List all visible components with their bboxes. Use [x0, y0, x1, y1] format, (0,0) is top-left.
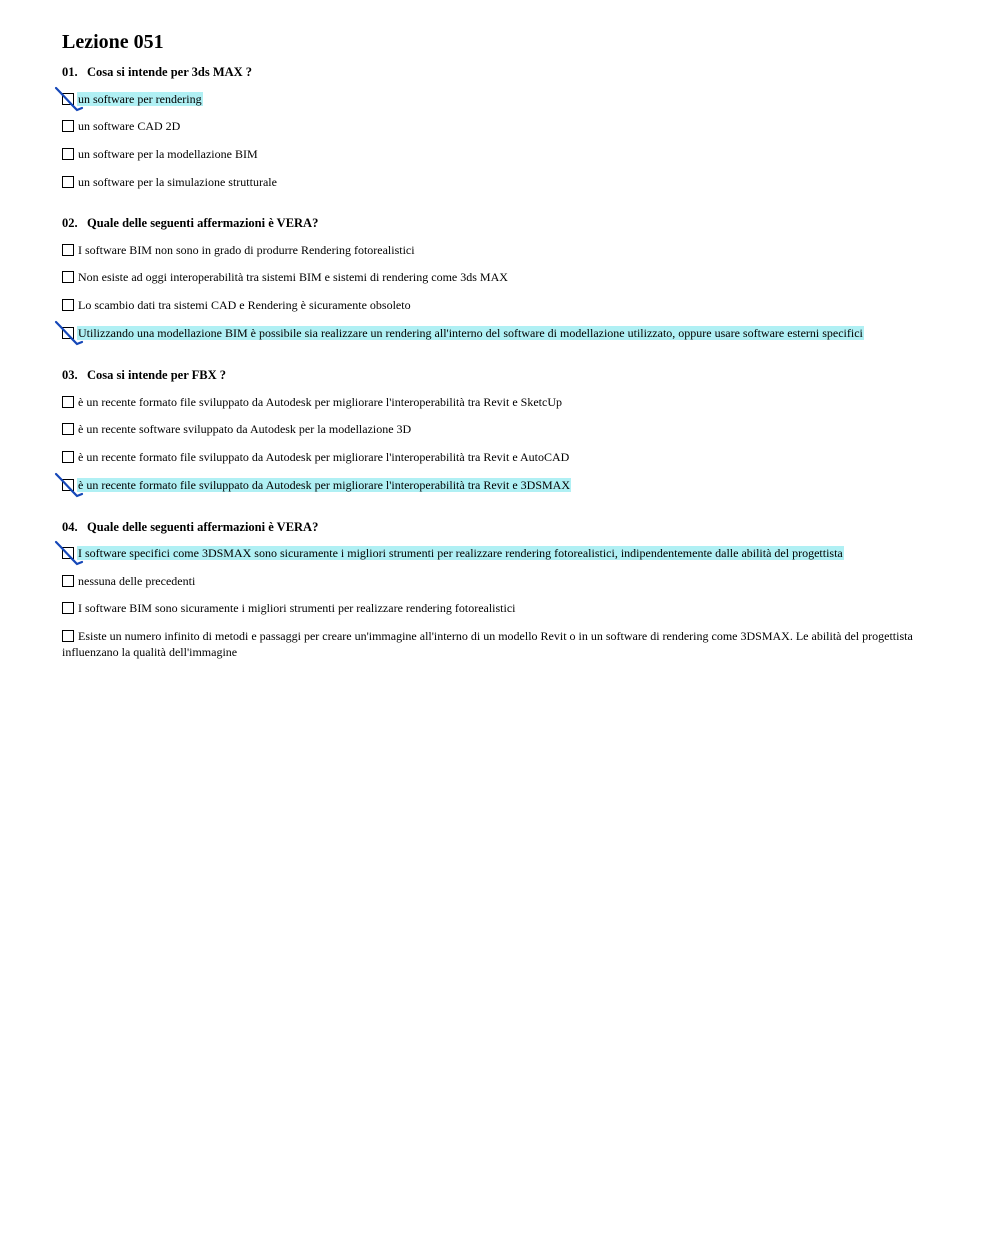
- checkbox[interactable]: [62, 244, 74, 256]
- question-1: [62, 64, 942, 190]
- question-text: Cosa si intende per FBX ?: [87, 368, 227, 382]
- checkbox[interactable]: [62, 423, 74, 435]
- question-text: Quale delle seguenti affermazioni è VERA?: [87, 520, 319, 534]
- answer-option[interactable]: [62, 91, 942, 107]
- checkbox[interactable]: [62, 602, 74, 614]
- question-heading: [62, 367, 942, 383]
- answer-option[interactable]: [62, 394, 942, 410]
- answer-text: I software BIM non sono in grado di produrre Rendering fotorealistici: [78, 243, 415, 257]
- document-page: [62, 30, 942, 660]
- answer-option[interactable]: [62, 297, 942, 313]
- checkbox[interactable]: [62, 120, 74, 132]
- checkbox[interactable]: [62, 630, 74, 642]
- answer-text: Esiste un numero infinito di metodi e passaggi per creare un'immagine all'interno di un modello Revit o in un software di rendering come 3DSMAX. Le abilità del progettista influenzano la qualità dell'immagine: [62, 629, 913, 659]
- answer-option[interactable]: [62, 545, 942, 561]
- checkbox[interactable]: [62, 148, 74, 160]
- question-heading: [62, 215, 942, 231]
- checkbox[interactable]: [62, 479, 74, 491]
- answer-text: Lo scambio dati tra sistemi CAD e Rendering è sicuramente obsoleto: [78, 298, 411, 312]
- question-number: 03.: [62, 368, 78, 382]
- checkbox[interactable]: [62, 299, 74, 311]
- answer-text: un software per rendering: [78, 92, 202, 106]
- answer-option[interactable]: [62, 628, 942, 660]
- answer-text: è un recente software sviluppato da Autodesk per la modellazione 3D: [78, 422, 412, 436]
- answer-text: I software BIM sono sicuramente i migliori strumenti per realizzare rendering fotorealistici: [78, 601, 516, 615]
- answer-option[interactable]: [62, 174, 942, 190]
- answer-option[interactable]: [62, 269, 942, 285]
- question-2: [62, 215, 942, 341]
- checkbox[interactable]: [62, 451, 74, 463]
- question-number: 02.: [62, 216, 78, 230]
- checkbox[interactable]: [62, 93, 74, 105]
- answer-text: nessuna delle precedenti: [78, 574, 196, 588]
- answer-option[interactable]: [62, 242, 942, 258]
- checkbox[interactable]: [62, 176, 74, 188]
- answer-option[interactable]: [62, 573, 942, 589]
- answer-option[interactable]: [62, 146, 942, 162]
- checkbox[interactable]: [62, 327, 74, 339]
- answer-option[interactable]: [62, 600, 942, 616]
- checkbox[interactable]: [62, 575, 74, 587]
- checkbox[interactable]: [62, 396, 74, 408]
- answer-option[interactable]: [62, 325, 942, 341]
- question-3: [62, 367, 942, 493]
- question-heading: [62, 64, 942, 80]
- page-title: Lezione 051: [62, 31, 164, 53]
- checkbox[interactable]: [62, 271, 74, 283]
- answer-text: è un recente formato file sviluppato da Autodesk per migliorare l'interoperabilità tra Revit e 3DSMAX: [78, 478, 571, 492]
- answer-option[interactable]: [62, 477, 942, 493]
- answer-text: un software CAD 2D: [78, 119, 181, 133]
- question-number: 04.: [62, 520, 78, 534]
- answer-option[interactable]: [62, 118, 942, 134]
- answer-option[interactable]: [62, 449, 942, 465]
- question-number: 01.: [62, 65, 78, 79]
- question-text: Quale delle seguenti affermazioni è VERA?: [87, 216, 319, 230]
- answer-text: Utilizzando una modellazione BIM è possibile sia realizzare un rendering all'interno del software di modellazione utilizzato, oppure usare software esterni specifici: [78, 326, 863, 340]
- answer-text: un software per la modellazione BIM: [78, 147, 258, 161]
- answer-text: un software per la simulazione strutturale: [78, 175, 277, 189]
- answer-text: è un recente formato file sviluppato da Autodesk per migliorare l'interoperabilità tra Revit e SketcUp: [78, 395, 563, 409]
- answer-option[interactable]: [62, 421, 942, 437]
- question-4: [62, 519, 942, 660]
- question-text: Cosa si intende per 3ds MAX ?: [87, 65, 253, 79]
- checkbox[interactable]: [62, 547, 74, 559]
- answer-text: è un recente formato file sviluppato da Autodesk per migliorare l'interoperabilità tra Revit e AutoCAD: [78, 450, 570, 464]
- question-heading: [62, 519, 942, 535]
- answer-text: I software specifici come 3DSMAX sono sicuramente i migliori strumenti per realizzare rendering fotorealistici, indipendentemente dalle abilità del progettista: [78, 546, 843, 560]
- answer-text: Non esiste ad oggi interoperabilità tra sistemi BIM e sistemi di rendering come 3ds MAX: [78, 270, 508, 284]
